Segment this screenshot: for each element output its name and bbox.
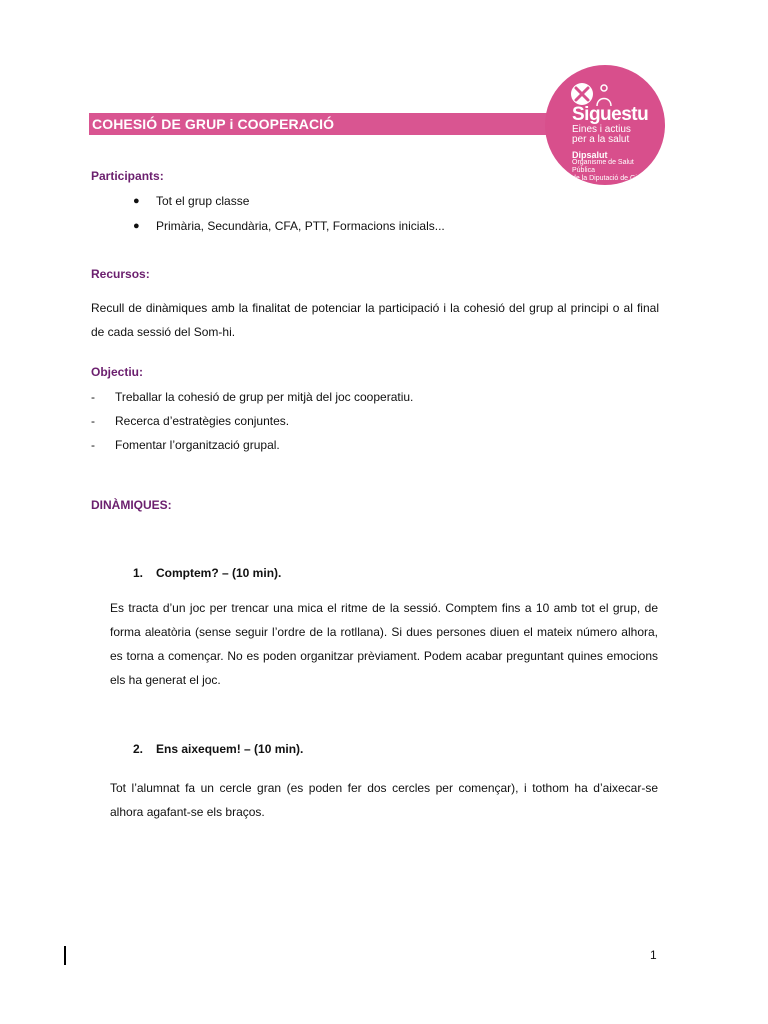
dynamic-number: 2. bbox=[133, 742, 144, 756]
dynamic-title: Comptem? – (10 min). bbox=[156, 566, 282, 580]
objective-label: Objectiu: bbox=[91, 365, 144, 379]
page-number: 1 bbox=[650, 948, 657, 962]
objective-item: Fomentar l’organització grupal. bbox=[115, 438, 280, 452]
resources-text: Recull de dinàmiques amb la finalitat de potenciar la participació i la cohesió del grup al principi o al final de cada sessió del Som-hi. bbox=[91, 301, 659, 339]
dash-marker: - bbox=[91, 414, 95, 428]
dynamic-title: Ens aixequem! – (10 min). bbox=[156, 742, 304, 756]
objective-item: Recerca d’estratègies conjuntes. bbox=[115, 414, 290, 428]
participants-item: Tot el grup classe bbox=[156, 194, 250, 208]
resources-label: Recursos: bbox=[91, 267, 150, 281]
margin-mark bbox=[64, 946, 66, 965]
dynamic-number: 1. bbox=[133, 566, 144, 580]
participants-item: Primària, Secundària, CFA, PTT, Formacions inicials... bbox=[156, 219, 445, 233]
logo-tagline: Eines i actius per a la salut bbox=[572, 124, 631, 145]
siguestu-logo bbox=[545, 65, 665, 185]
logo-brand: Siguestu bbox=[572, 104, 649, 125]
dash-marker: - bbox=[91, 390, 95, 404]
dynamic-text: Es tracta d’un joc per trencar una mica el ritme de la sessió. Comptem fins a 10 amb tot el grup, de forma aleatòria (sense seguir l’ordre de la rotllana). Si dues persones diuen el mateix número alhora, es torna a començar. No es poden organitzar prèviament. Podem acabar preguntant quines emocions els ha generat el joc. bbox=[110, 601, 658, 687]
logo-org: Dipsalut Organisme de Salut Pública de la Diputació de Girona bbox=[572, 150, 651, 182]
participants-label: Participants: bbox=[91, 169, 164, 183]
dash-marker: - bbox=[91, 438, 95, 452]
bullet-icon: ● bbox=[133, 220, 140, 232]
dynamics-label: DINÀMIQUES: bbox=[91, 498, 172, 512]
objective-item: Treballar la cohesió de grup per mitjà del joc cooperatiu. bbox=[115, 390, 414, 404]
dynamic-text: Tot l’alumnat fa un cercle gran (es poden fer dos cercles per començar), i tothom ha d’aixecar-se alhora agafant-se els braços. bbox=[110, 781, 658, 819]
bullet-icon: ● bbox=[133, 195, 140, 207]
document-title: COHESIÓ DE GRUP i COOPERACIÓ bbox=[89, 113, 549, 135]
